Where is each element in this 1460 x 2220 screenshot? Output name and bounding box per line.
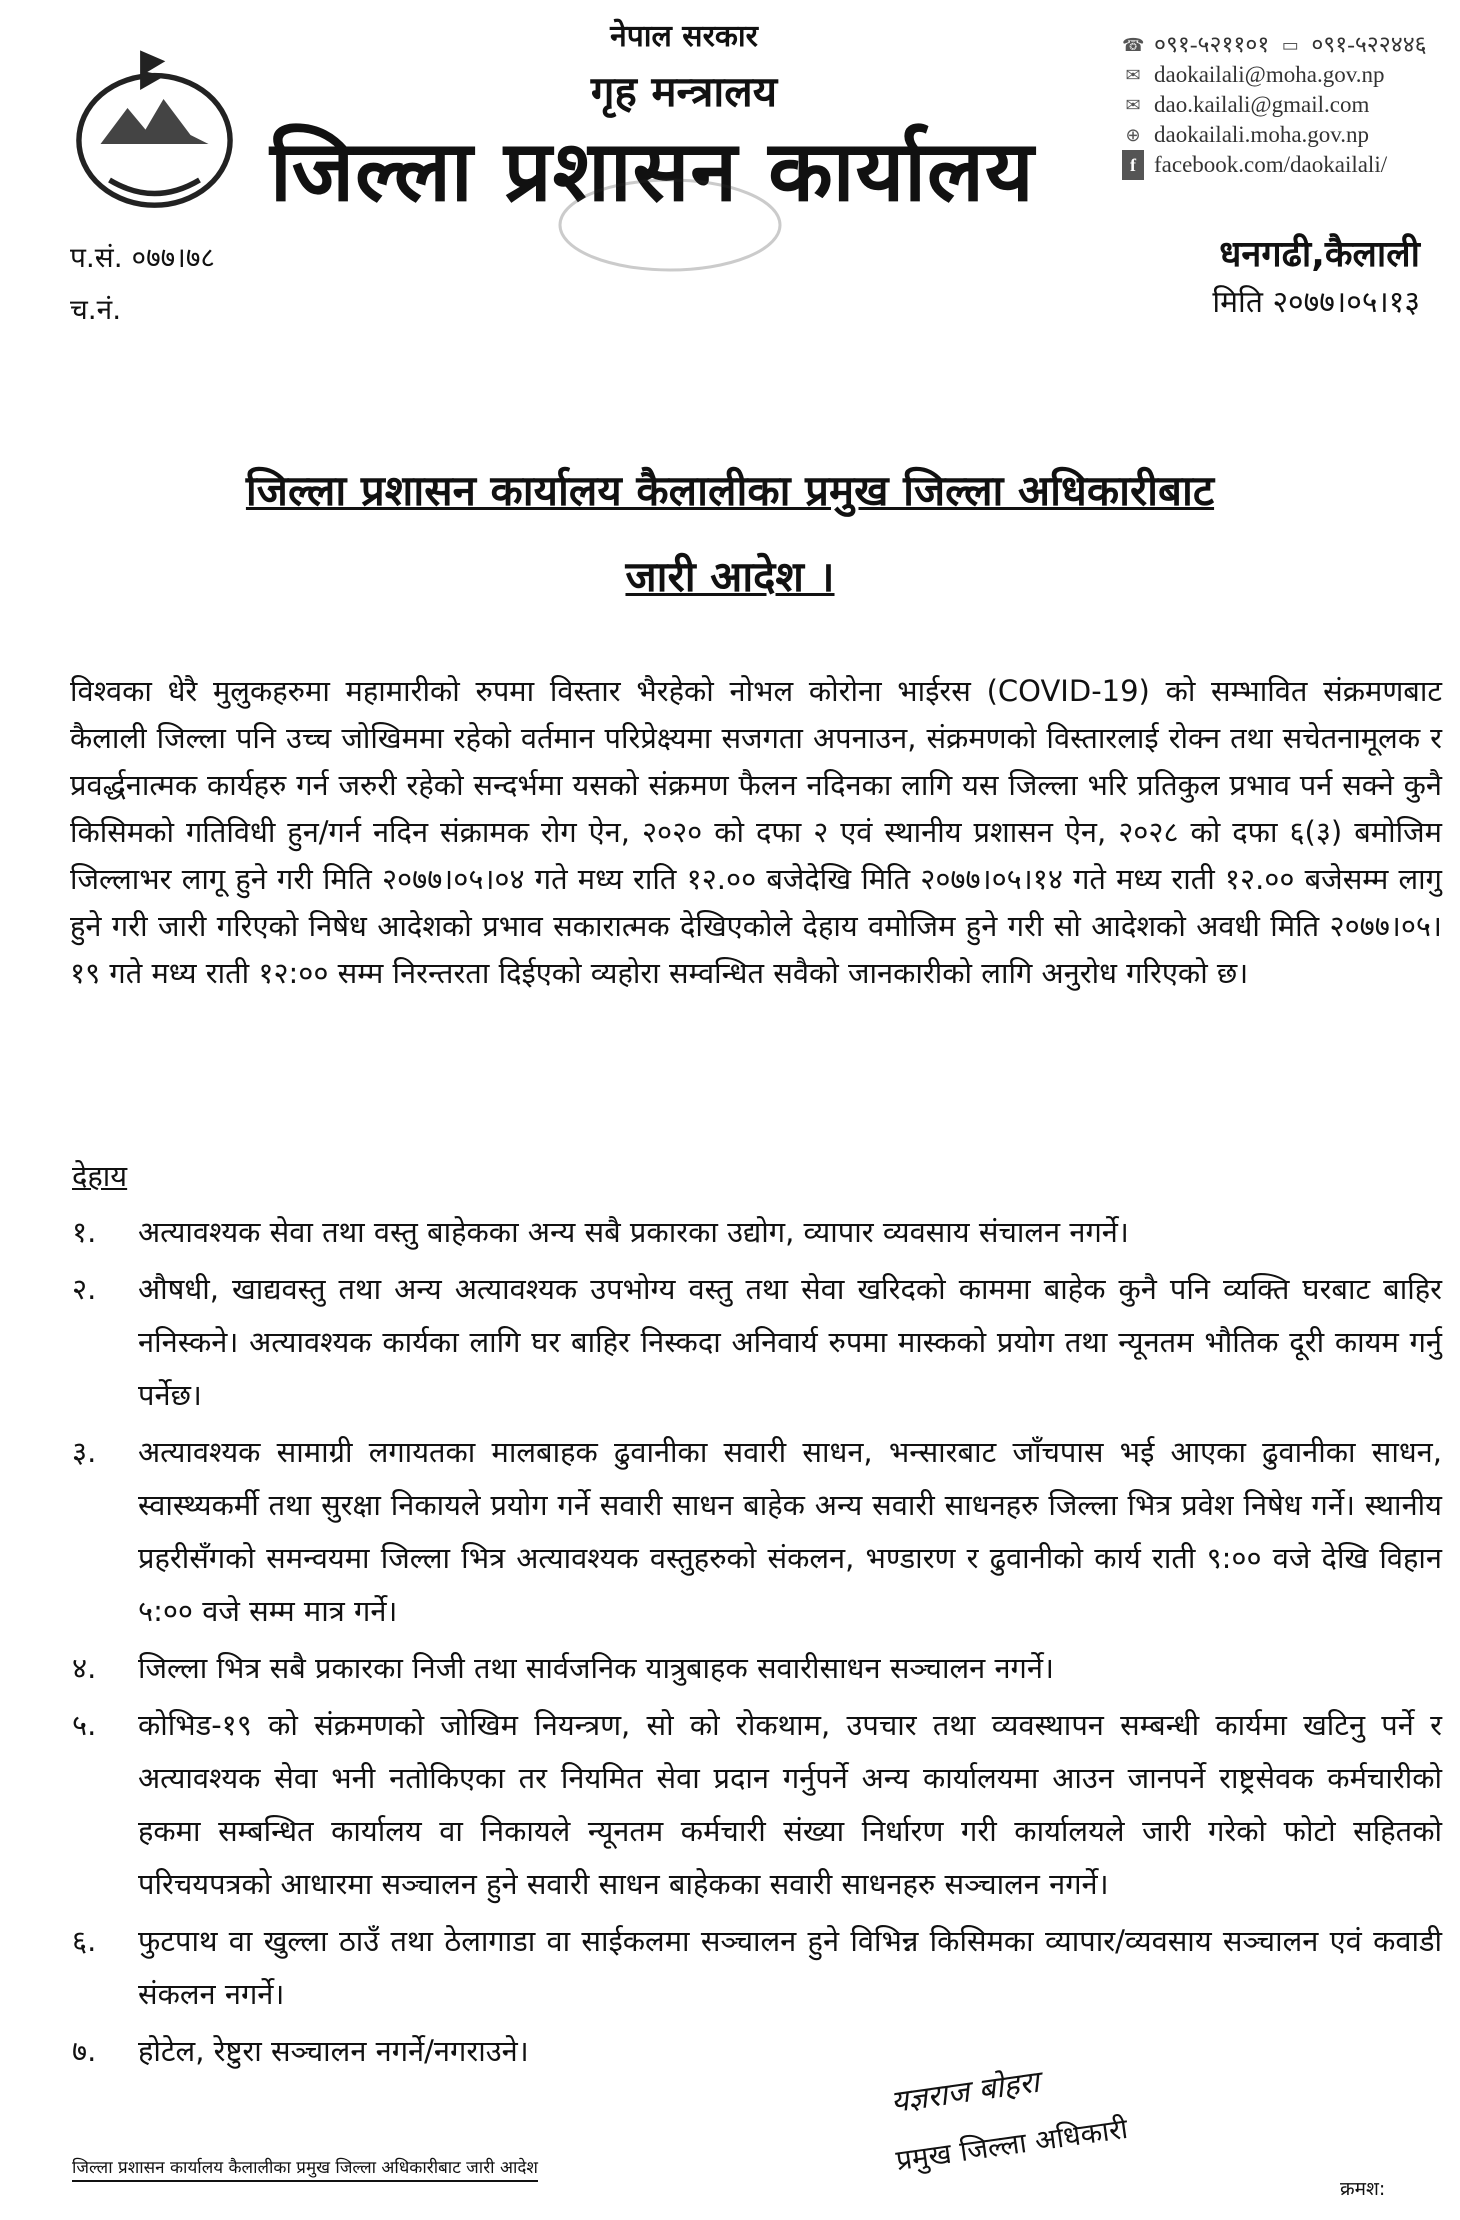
dehay-heading: देहाय — [72, 1159, 128, 1193]
facebook-icon: f — [1122, 150, 1144, 180]
item-text: औषधी, खाद्यवस्तु तथा अन्य अत्यावश्यक उपभोग्य वस्तु तथा सेवा खरिदको काममा बाहेक कुनै पनि व्यक्ति घरबाट बाहिर ननिस्कने। अत्यावश्यक कार्यका लागि घर बाहिर निस्कदा अनिवार्य रुपमा मास्कको प्रयोग तथा न्यूनतम भौतिक दूरी कायम गर्नु पर्नेछ। — [138, 1272, 1442, 1412]
continued-label: क्रमश: — [1340, 2178, 1386, 2200]
list-item — [72, 2025, 1442, 2078]
document-title — [60, 448, 1400, 620]
title-line-1: जिल्ला प्रशासन कार्यालय कैलालीका प्रमुख जिल्ला अधिकारीबाट — [245, 466, 1215, 515]
ministry-name: गृह मन्त्रालय — [590, 67, 778, 116]
item-number: ७. — [72, 2034, 97, 2068]
website-link[interactable]: daokailali.moha.gov.np — [1154, 122, 1370, 147]
office-stamp — [555, 175, 785, 275]
item-text: जिल्ला भित्र सबै प्रकारका निजी तथा सार्वजनिक यात्रुबाहक सवारीसाधन सञ्चालन नगर्ने। — [138, 1651, 1054, 1685]
office-name: जिल्ला प्रशासन कार्यालय — [270, 122, 1035, 220]
place: धनगढी,कैलाली — [1219, 234, 1420, 275]
phone-icon: ☎ — [1122, 35, 1145, 55]
phone-number: ०९१-५२११०१ — [1154, 32, 1270, 57]
order-list — [72, 1206, 1442, 2082]
government-name: नेपाल सरकार — [610, 19, 758, 54]
list-item — [72, 1263, 1442, 1422]
signature: यज्ञराज बोहरा — [888, 2064, 1042, 2121]
list-item — [72, 1426, 1442, 1638]
item-number: ५. — [72, 1708, 97, 1742]
item-text: अत्यावश्यक सामाग्री लगायतका मालबाहक ढुवानीका सवारी साधन, भन्सारबाट जाँचपास भई आएका ढुवानीका साधन, स्वास्थ्यकर्मी तथा सुरक्षा निकायले प्रयोग गर्ने सवारी साधन बाहेक अन्य सवारी साधनहरु जिल्ला भित्र प्रवेश निषेध गर्ने। स्थानीय प्रहरीसँगको समन्वयमा जिल्ला भित्र अत्यावश्यक वस्तुहरुको संकलन, भण्डारण र ढुवानीको कार्य राती ९:०० वजे देखि विहान ५:०० वजे सम्म मात्र गर्ने। — [138, 1435, 1442, 1628]
facebook-link[interactable]: facebook.com/daokailali/ — [1154, 152, 1388, 177]
footer-note: जिल्ला प्रशासन कार्यालय कैलालीका प्रमुख जिल्ला अधिकारीबाट जारी आदेश — [72, 2155, 538, 2182]
item-number: ६. — [72, 1924, 97, 1958]
body-paragraph: विश्वका धेरै मुलुकहरुमा महामारीको रुपमा विस्तार भैरहेको नोभल कोरोना भाईरस (COVID-19) को सम्भावित संक्रमणबाट कैलाली जिल्ला पनि उच्च जोखिममा रहेको वर्तमान परिप्रेक्ष्यमा सजगता अपनाउन, संक्रमणको विस्तारलाई रोक्न तथा सचेतनामूलक र प्रवर्द्धनात्मक कार्यहरु गर्न जरुरी रहेको सन्दर्भमा यसको संक्रमण फैलन नदिनका लागि यस जिल्ला भरि प्रतिकुल प्रभाव पर्न सक्ने कुनै किसिमको गतिविधी हुन/गर्न नदिन संक्रामक रोग ऐन, २०२० को दफा २ एवं स्थानीय प्रशासन ऐन, २०२८ को दफा ६(३) बमोजिम जिल्लाभर लागू हुने गरी मिति २०७७।०५।०४ गते मध्य राति १२.०० बजेदेखि मिति २०७७।०५।१४ गते मध्य राती १२.०० बजेसम्म लागु हुने गरी जारी गरिएको निषेध आदेशको प्रभाव सकारात्मक देखिएकोले देहाय वमोजिम हुने गरी सो आदेशको अवधी मिति २०७७।०५।१९ गते मध्य राती १२:०० सम्म निरन्तरता दिईएको व्यहोरा सम्वन्धित सवैको जानकारीको लागि अनुरोध गरिएको छ। — [70, 674, 1442, 990]
list-item — [72, 1699, 1442, 1911]
date: मिति २०७७।०५।१३ — [1212, 285, 1420, 320]
email-link[interactable]: dao.kailali@gmail.com — [1154, 92, 1370, 117]
item-number: ४. — [72, 1651, 97, 1685]
contact-info — [1122, 30, 1427, 180]
email-icon: ✉ — [1125, 65, 1141, 85]
email-link[interactable]: daokailali@moha.gov.np — [1154, 62, 1385, 87]
item-text: कोभिड-१९ को संक्रमणको जोखिम नियन्त्रण, सो को रोकथाम, उपचार तथा व्यवस्थापन सम्बन्धी कार्यमा खटिनु पर्ने र अत्यावश्यक सेवा भनी नतोकिएका तर नियमित सेवा प्रदान गर्नुपर्ने अन्य कार्यालयमा आउन जानपर्ने राष्ट्रसेवक कर्मचारीको हकमा सम्बन्धित कार्यालय वा निकायले न्यूनतम कर्मचारी संख्या निर्धारण गरी कार्यालयले जारी गरेको फोटो सहितको परिचयपत्रको आधारमा सञ्चालन हुने सवारी साधन बाहेकका सवारी साधनहरु सञ्चालन नगर्ने। — [138, 1708, 1442, 1901]
item-text: होटेल, रेष्टुरा सञ्चालन नगर्ने/नगराउने। — [138, 2034, 529, 2068]
list-item — [72, 1206, 1442, 1259]
item-text: अत्यावश्यक सेवा तथा वस्तु बाहेकका अन्य सबै प्रकारका उद्योग, व्यापार व्यवसाय संचालन नगर्ने। — [138, 1215, 1129, 1249]
fax-number: ०९१-५२२४४६ — [1311, 32, 1427, 57]
item-number: ३. — [72, 1435, 97, 1469]
item-number: २. — [72, 1272, 97, 1306]
list-item — [72, 1642, 1442, 1695]
globe-icon: ⊕ — [1125, 125, 1141, 145]
signatory-designation: प्रमुख जिल्ला अधिकारी — [893, 2111, 1130, 2178]
fax-icon: ▭ — [1281, 35, 1299, 55]
item-number: १. — [72, 1215, 97, 1249]
list-item — [72, 1915, 1442, 2021]
dispatch-number: च.नं. — [70, 293, 122, 326]
item-text: फुटपाथ वा खुल्ला ठाउँ तथा ठेलागाडा वा साईकलमा सञ्चालन हुने विभिन्न किसिमका व्यापार/व्यवसाय सञ्चालन एवं कवाडी संकलन नगर्ने। — [138, 1924, 1442, 2011]
title-line-2: जारी आदेश । — [625, 552, 835, 601]
email-icon: ✉ — [1125, 95, 1141, 115]
reference-number: प.सं. ०७७।७८ — [70, 241, 215, 274]
